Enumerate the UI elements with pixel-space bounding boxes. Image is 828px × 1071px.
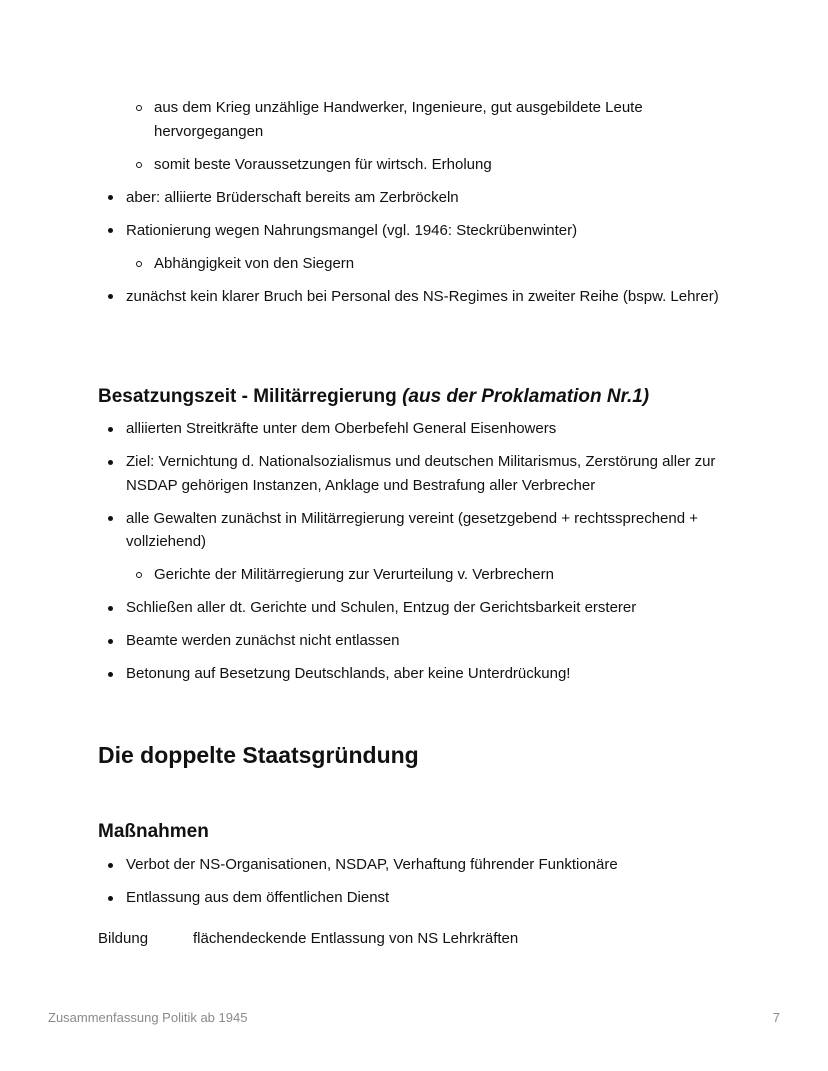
heading-text: Besatzungszeit - Militärregierung: [98, 386, 397, 407]
footer-title: Zusammenfassung Politik ab 1945: [48, 1010, 248, 1025]
list-item: Gerichte der Militärregierung zur Verurteilung v. Verbrechern: [98, 563, 738, 587]
bullet-list-top: [98, 96, 738, 318]
list-item: zunächst kein klarer Bruch bei Personal des NS-Regimes in zweiter Reihe (bspw. Lehrer): [98, 285, 738, 309]
list-item: Verbot der NS-Organisationen, NSDAP, Verhaftung führender Funktionäre: [98, 853, 738, 877]
list-item: Abhängigkeit von den Siegern: [98, 252, 738, 276]
list-item: Ziel: Vernichtung d. Nationalsozialismus und deutschen Militarismus, Zerstörung aller zur NSDAP gehörigen Instanzen, Anklage und Bestrafung aller Verbrecher: [98, 450, 738, 497]
definition-description: flächendeckende Entlassung von NS Lehrkräften: [193, 930, 519, 947]
definition-term: Bildung: [98, 930, 149, 947]
list-item: Entlassung aus dem öffentlichen Dienst: [98, 886, 738, 910]
list-item: Rationierung wegen Nahrungsmangel (vgl. 1946: Steckrübenwinter): [98, 219, 738, 243]
heading-italic-text: (aus der Proklamation Nr.1): [402, 386, 650, 407]
list-item: alle Gewalten zunächst in Militärregierung vereint (gesetzgebend + rechtssprechend + vollziehend): [98, 507, 738, 554]
bullet-list-besatzungszeit: [98, 417, 738, 695]
list-item: Beamte werden zunächst nicht entlassen: [98, 629, 738, 653]
list-item: aber: alliierte Brüderschaft bereits am Zerbröckeln: [98, 186, 738, 210]
bullet-list-massnahmen: [98, 853, 738, 919]
list-item: alliierten Streitkräfte unter dem Oberbefehl General Eisenhowers: [98, 417, 738, 441]
section-heading-massnahmen: Maßnahmen: [98, 821, 209, 842]
list-item: Betonung auf Besetzung Deutschlands, aber keine Unterdrückung!: [98, 662, 738, 686]
list-item: Schließen aller dt. Gerichte und Schulen, Entzug der Gerichtsbarkeit ersterer: [98, 596, 738, 620]
page-number: 7: [772, 1010, 780, 1025]
list-item: somit beste Voraussetzungen für wirtsch. Erholung: [98, 153, 738, 177]
section-heading-besatzungszeit: [98, 384, 649, 410]
section-heading-staatsgruendung: Die doppelte Staatsgründung: [98, 742, 419, 768]
list-item: aus dem Krieg unzählige Handwerker, Ingenieure, gut ausgebildete Leute hervorgegangen: [98, 96, 738, 143]
